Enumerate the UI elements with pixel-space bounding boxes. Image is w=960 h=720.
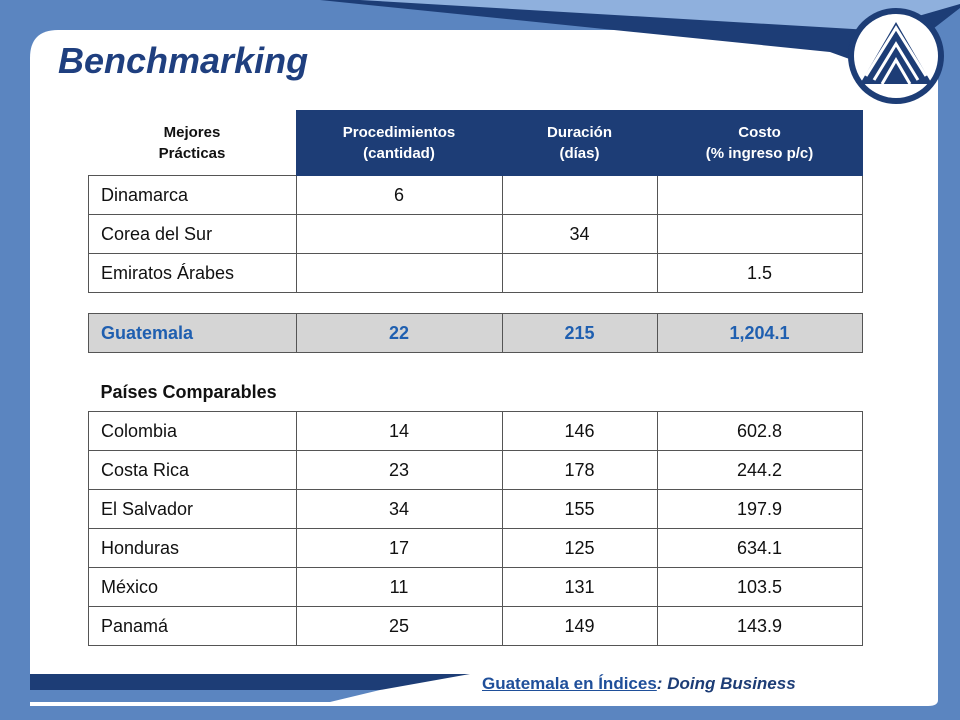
table-row	[89, 412, 863, 451]
triangle-lines-logo-icon	[846, 6, 946, 106]
costo-cell	[657, 176, 862, 215]
procedimientos-cell: 34	[296, 490, 502, 529]
duracion-cell: 155	[502, 490, 657, 529]
costo-cell: 1,204.1	[657, 314, 862, 353]
duracion-cell: 34	[502, 215, 657, 254]
footer-source	[482, 674, 796, 694]
country-cell: Honduras	[89, 529, 297, 568]
table-row	[89, 529, 863, 568]
country-cell: Emiratos Árabes	[89, 254, 297, 293]
duracion-cell: 131	[502, 568, 657, 607]
footer-colon: :	[656, 674, 663, 693]
country-cell: Colombia	[89, 412, 297, 451]
costo-cell	[657, 215, 862, 254]
procedimientos-cell	[296, 254, 502, 293]
header-procedimientos: Procedimientos (cantidad)	[296, 111, 502, 176]
duracion-cell: 215	[502, 314, 657, 353]
benchmark-table	[88, 110, 863, 646]
costo-cell: 634.1	[657, 529, 862, 568]
costo-cell: 1.5	[657, 254, 862, 293]
country-cell: México	[89, 568, 297, 607]
page-title: Benchmarking	[58, 40, 309, 81]
duracion-cell	[502, 254, 657, 293]
procedimientos-cell	[296, 215, 502, 254]
table-header-row	[89, 111, 863, 176]
table-spacer	[89, 293, 863, 314]
section-heading-row	[89, 353, 863, 412]
country-cell: Panamá	[89, 607, 297, 646]
footer-link[interactable]: Guatemala en Índices	[482, 674, 657, 693]
country-cell: El Salvador	[89, 490, 297, 529]
costo-cell: 197.9	[657, 490, 862, 529]
country-cell: Corea del Sur	[89, 215, 297, 254]
procedimientos-cell: 23	[296, 451, 502, 490]
procedimientos-cell: 22	[296, 314, 502, 353]
guatemala-row	[89, 314, 863, 353]
table-row	[89, 568, 863, 607]
table-row	[89, 254, 863, 293]
blue-bottom-stripe	[30, 690, 380, 702]
country-cell: Costa Rica	[89, 451, 297, 490]
table-row	[89, 490, 863, 529]
duracion-cell: 125	[502, 529, 657, 568]
duracion-cell	[502, 176, 657, 215]
procedimientos-cell: 25	[296, 607, 502, 646]
duracion-cell: 149	[502, 607, 657, 646]
procedimientos-cell: 11	[296, 568, 502, 607]
costo-cell: 244.2	[657, 451, 862, 490]
procedimientos-cell: 17	[296, 529, 502, 568]
duracion-cell: 146	[502, 412, 657, 451]
table-row	[89, 451, 863, 490]
costo-cell: 143.9	[657, 607, 862, 646]
country-cell: Guatemala	[89, 314, 297, 353]
table-row	[89, 215, 863, 254]
table-row	[89, 176, 863, 215]
header-mejores-practicas: Mejores Prácticas	[158, 123, 226, 162]
header-duracion: Duración (días)	[502, 111, 657, 176]
duracion-cell: 178	[502, 451, 657, 490]
footer-suffix: Doing Business	[667, 674, 796, 693]
table-row	[89, 607, 863, 646]
country-cell: Dinamarca	[89, 176, 297, 215]
header-costo: Costo (% ingreso p/c)	[657, 111, 862, 176]
comparables-heading: Países Comparables	[100, 382, 277, 402]
procedimientos-cell: 14	[296, 412, 502, 451]
costo-cell: 103.5	[657, 568, 862, 607]
costo-cell: 602.8	[657, 412, 862, 451]
procedimientos-cell: 6	[296, 176, 502, 215]
